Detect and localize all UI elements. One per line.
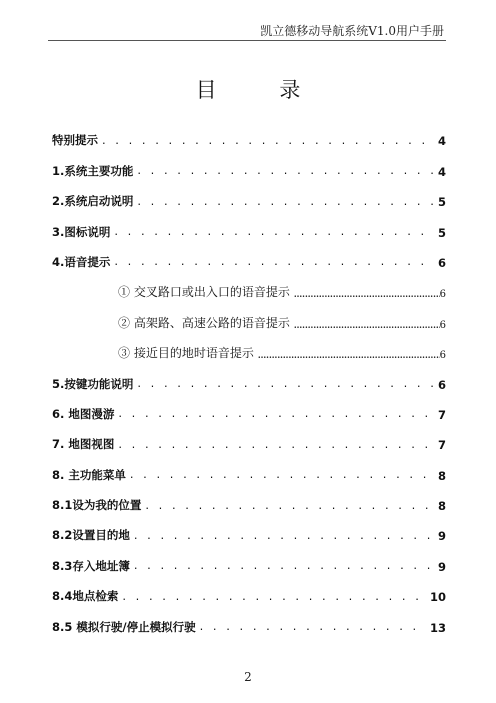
- toc-entry[interactable]: [52, 543, 446, 573]
- toc-entry-page: 4: [437, 164, 446, 179]
- toc-leader: [134, 560, 434, 572]
- toc-entry-label: 2.系统启动说明: [52, 194, 134, 209]
- toc-leader: [145, 500, 434, 512]
- toc-entry[interactable]: [52, 604, 446, 634]
- toc-leader: [118, 408, 434, 420]
- toc-entry-label: 6. 地图漫游: [52, 406, 115, 421]
- toc-entry-page: 6: [439, 289, 446, 301]
- running-header: 凯立德移动导航系统V1.0用户手册: [260, 24, 444, 38]
- toc-entry-page: 6: [437, 377, 446, 392]
- toc-entry-page: 9: [437, 529, 446, 544]
- toc-entry-page: 6: [437, 255, 446, 270]
- toc-subentry[interactable]: [52, 300, 446, 330]
- toc-entry[interactable]: [52, 179, 446, 209]
- toc-entry-label: 3.图标说明: [52, 224, 111, 239]
- toc-entry-label: 1.系统主要功能: [52, 163, 134, 178]
- table-of-contents: [52, 118, 446, 635]
- toc-entry[interactable]: [52, 513, 446, 543]
- toc-leader: [114, 226, 434, 238]
- toc-entry-page: 8: [437, 468, 446, 483]
- toc-entry[interactable]: [52, 422, 446, 452]
- toc-entry-label: 8. 主功能菜单: [52, 467, 126, 482]
- toc-entry-label: 8.4地点检索: [52, 589, 119, 604]
- toc-entry-page: 8: [437, 499, 446, 514]
- toc-leader: [130, 469, 434, 481]
- toc-leader: [137, 196, 434, 208]
- toc-leader: [102, 135, 434, 147]
- toc-leader: [137, 378, 434, 390]
- toc-entry[interactable]: [52, 361, 446, 391]
- toc-entry-label: 特别提示: [52, 133, 98, 148]
- toc-leader: [294, 321, 440, 329]
- toc-leader: [137, 165, 434, 177]
- toc-entry-label: 8.3存入地址簿: [52, 558, 130, 573]
- toc-entry-page: 6: [439, 319, 446, 331]
- toc-leader: [114, 256, 434, 268]
- toc-entry-page: 6: [439, 350, 446, 362]
- toc-entry-page: 5: [437, 225, 446, 240]
- toc-entry[interactable]: [52, 483, 446, 513]
- toc-entry[interactable]: [52, 452, 446, 482]
- toc-entry-page: 5: [437, 195, 446, 210]
- toc-entry[interactable]: [52, 209, 446, 239]
- toc-entry-label: 8.2设置目的地: [52, 528, 130, 543]
- toc-entry-label: 8.5 模拟行驶/停止模拟行驶: [52, 619, 196, 634]
- toc-entry-label: ① 交叉路口或出入口的语音提示: [118, 285, 290, 300]
- toc-leader: [258, 351, 440, 359]
- toc-entry-label: 4.语音提示: [52, 254, 111, 269]
- page-number: 2: [244, 670, 252, 684]
- toc-entry[interactable]: [52, 240, 446, 270]
- toc-entry-label: 5.按键功能说明: [52, 376, 134, 391]
- header-rule: [48, 40, 446, 41]
- toc-entry-page: 7: [437, 438, 446, 453]
- toc-entry-page: 4: [437, 134, 446, 149]
- toc-entry-label: ② 高架路、高速公路的语音提示: [118, 315, 290, 330]
- toc-entry-label: 8.1设为我的位置: [52, 498, 142, 513]
- toc-entry[interactable]: [52, 392, 446, 422]
- toc-entry-label: 7. 地图视图: [52, 437, 115, 452]
- toc-leader: [200, 621, 426, 633]
- toc-title: 目 录: [195, 78, 329, 102]
- toc-leader: [118, 439, 434, 451]
- toc-entry[interactable]: [52, 148, 446, 178]
- toc-entry[interactable]: [52, 118, 446, 148]
- toc-entry-page: 7: [437, 407, 446, 422]
- toc-entry-label: ③ 接近目的地时语音提示: [118, 346, 254, 361]
- toc-subentry[interactable]: [52, 270, 446, 300]
- toc-entry-page: 13: [429, 620, 446, 635]
- toc-entry-page: 10: [429, 590, 446, 605]
- toc-leader: [122, 591, 426, 603]
- toc-subentry[interactable]: [52, 331, 446, 361]
- toc-leader: [294, 290, 440, 298]
- toc-leader: [134, 530, 434, 542]
- toc-entry[interactable]: [52, 574, 446, 604]
- toc-entry-page: 9: [437, 559, 446, 574]
